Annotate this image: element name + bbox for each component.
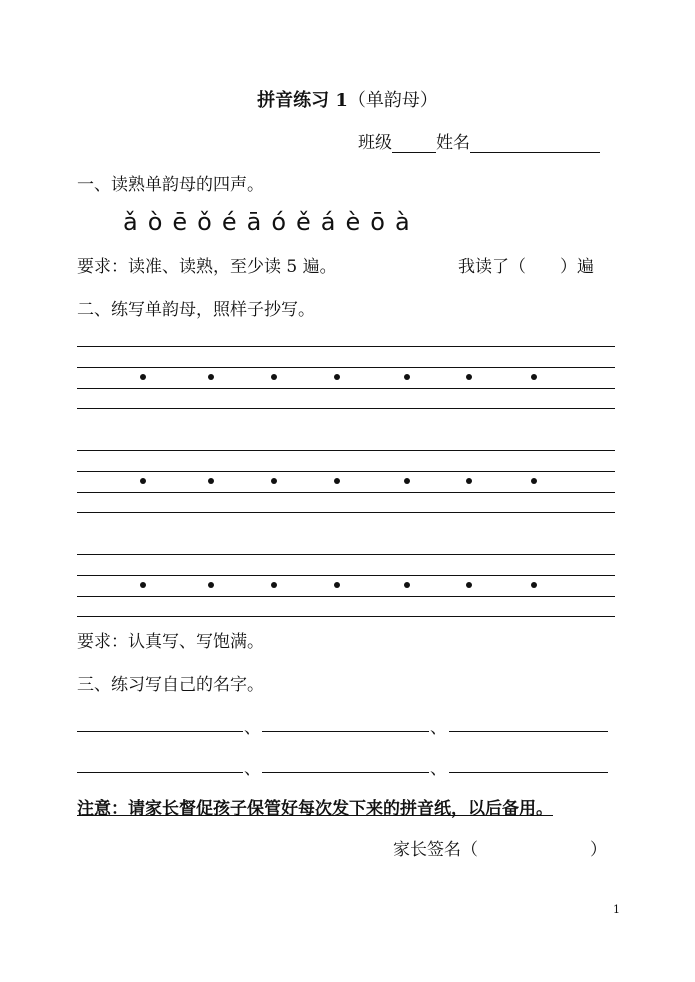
name-separator: 、	[430, 759, 447, 779]
read-count-prefix: 我读了（	[458, 257, 526, 277]
pinyin-item: ā	[246, 208, 262, 236]
writing-guide-line	[77, 346, 615, 347]
pinyin-item: ě	[296, 208, 311, 236]
writing-guide-line	[77, 616, 615, 617]
writing-guide-line	[77, 388, 615, 389]
page-number: 1	[613, 903, 620, 916]
parent-sign-suffix: ）	[590, 840, 607, 860]
name-separator: 、	[430, 718, 447, 738]
writing-guide-line	[77, 367, 615, 368]
writing-start-dot	[466, 478, 472, 484]
name-write-line[interactable]	[77, 772, 243, 773]
writing-start-dot	[404, 374, 410, 380]
pinyin-item: è	[345, 208, 361, 236]
read-count-suffix: ）遍	[560, 257, 594, 277]
writing-guide-line	[77, 554, 615, 555]
writing-guide-line	[77, 492, 615, 493]
writing-start-dot	[466, 582, 472, 588]
writing-start-dot	[531, 374, 537, 380]
writing-start-dot	[271, 478, 277, 484]
writing-start-dot	[334, 374, 340, 380]
writing-start-dot	[531, 582, 537, 588]
writing-start-dot	[140, 582, 146, 588]
name-write-line[interactable]	[77, 731, 243, 732]
name-write-line[interactable]	[449, 731, 608, 732]
writing-guide-line	[77, 575, 615, 576]
writing-start-dot	[208, 374, 214, 380]
writing-start-dot	[404, 478, 410, 484]
writing-start-dot	[334, 582, 340, 588]
read-count	[458, 252, 594, 277]
writing-start-dot	[140, 478, 146, 484]
writing-start-dot	[271, 582, 277, 588]
pinyin-row	[123, 208, 420, 236]
name-write-line[interactable]	[262, 731, 429, 732]
pinyin-item: à	[394, 208, 410, 236]
writing-guide-line	[77, 471, 615, 472]
pinyin-item: ò	[147, 208, 163, 236]
section1-heading: 一、读熟单韵母的四声。	[77, 175, 264, 195]
class-blank[interactable]	[392, 134, 436, 153]
title-main: 拼音练习 1	[257, 90, 348, 111]
page-title	[0, 86, 695, 112]
name-separator: 、	[244, 759, 261, 779]
section3-heading: 三、练习写自己的名字。	[77, 675, 264, 695]
parent-signature	[393, 835, 607, 860]
pinyin-item: é	[221, 208, 237, 236]
pinyin-item: ē	[172, 208, 188, 236]
section2-heading: 二、练写单韵母，照样子抄写。	[77, 300, 315, 320]
title-sub: （单韵母）	[347, 90, 438, 111]
writing-start-dot	[271, 374, 277, 380]
pinyin-item: á	[320, 208, 336, 236]
pinyin-item: ō	[370, 208, 385, 236]
writing-start-dot	[208, 478, 214, 484]
name-label: 姓名	[436, 133, 470, 153]
writing-guide-line	[77, 450, 615, 451]
writing-start-dot	[140, 374, 146, 380]
writing-guide-line	[77, 512, 615, 513]
pinyin-item: ǒ	[197, 208, 212, 236]
writing-start-dot	[334, 478, 340, 484]
name-write-line[interactable]	[262, 772, 429, 773]
section1-requirement: 要求：读准、读熟，至少读 5 遍。	[77, 257, 337, 277]
class-label: 班级	[358, 133, 392, 153]
name-write-line[interactable]	[449, 772, 608, 773]
pinyin-item: ǎ	[123, 208, 138, 236]
name-blank[interactable]	[470, 134, 600, 153]
writing-start-dot	[531, 478, 537, 484]
class-name-line	[358, 128, 600, 153]
name-separator: 、	[244, 718, 261, 738]
pinyin-item: ó	[271, 208, 287, 236]
writing-guide-line	[77, 408, 615, 409]
writing-start-dot	[208, 582, 214, 588]
parent-sign-prefix: 家长签名（	[393, 840, 478, 860]
writing-guide-line	[77, 596, 615, 597]
writing-start-dot	[404, 582, 410, 588]
writing-start-dot	[466, 374, 472, 380]
section2-requirement: 要求：认真写、写饱满。	[77, 632, 264, 652]
notice-text: 注意：请家长督促孩子保管好每次发下来的拼音纸，以后备用。	[77, 799, 553, 819]
